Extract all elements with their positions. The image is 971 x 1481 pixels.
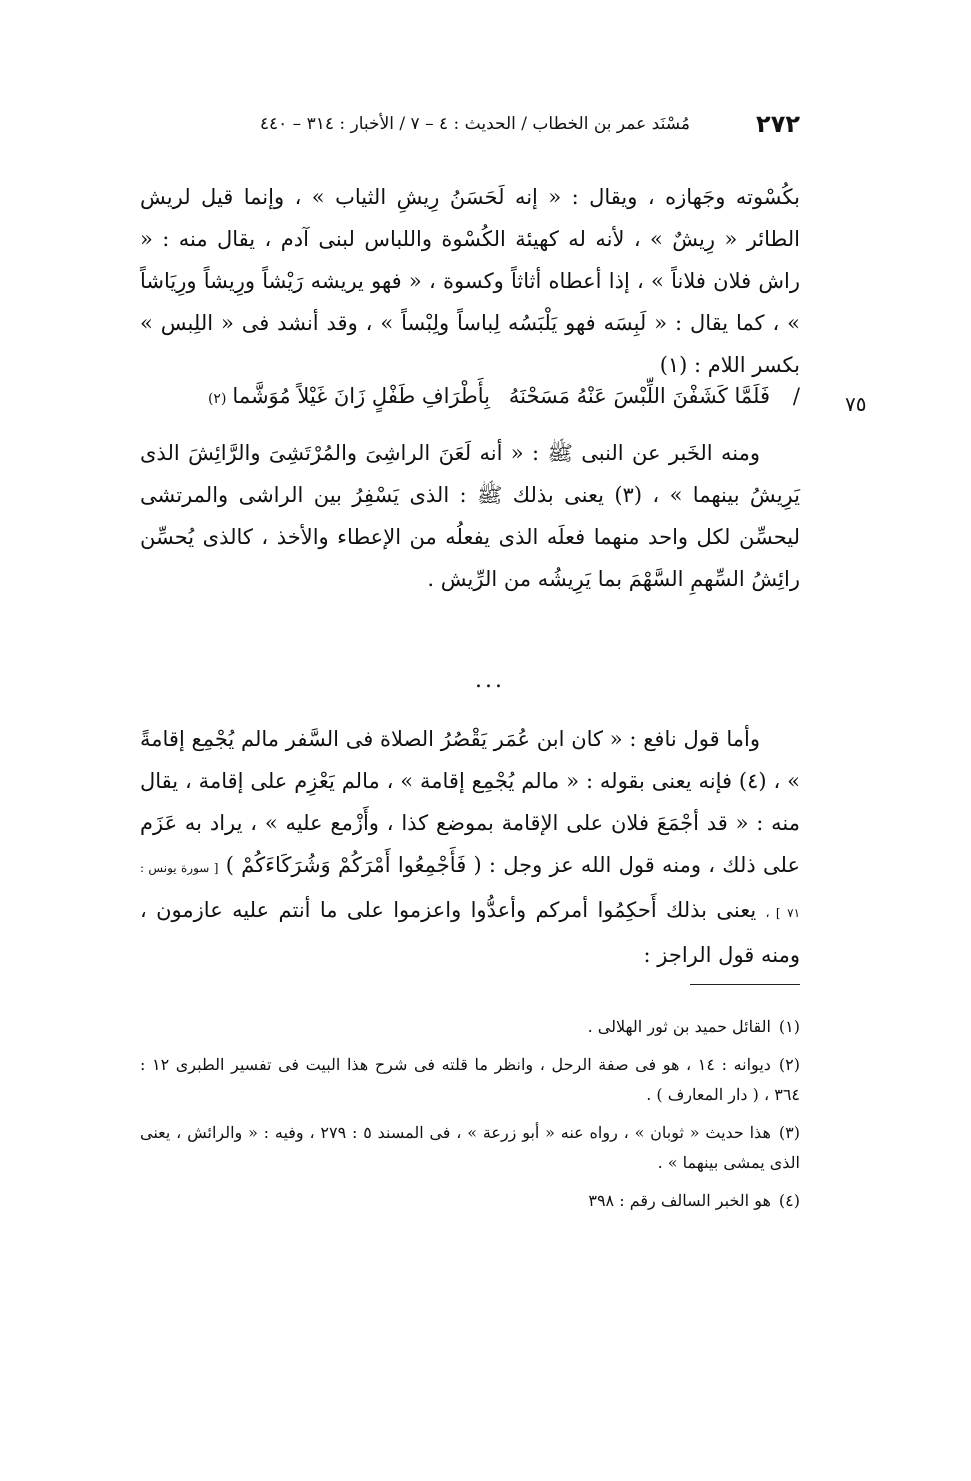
footnote-3-text: هذا حديث « ثوبان » ، رواه عنه « أبو زرعة » ، فى المسند ٥ : ٢٧٩ ، وفيه : « والرائش ، يعنى الذى يمشى بينهما » . xyxy=(140,1123,800,1172)
margin-number: ٧٥ xyxy=(845,392,867,416)
verse-second-hemistich: بِأَطْرَافِ طَفْلٍ زَانَ غَيْلاً مُوَشَّما xyxy=(232,384,490,408)
footnotes xyxy=(140,1012,800,1224)
footnote-2 xyxy=(140,1050,800,1110)
paragraph-3 xyxy=(140,718,800,976)
paragraph-3-container xyxy=(140,718,800,976)
footnote-4-text: هو الخبر السالف رقم : ٣٩٨ xyxy=(588,1191,771,1210)
footnote-2-text: ديوانه : ١٤ ، هو فى صفة الرحل ، وانظر ما قلته فى شرح هذا البيت فى تفسير الطبرى ١٢ : ٣٦٤ ، ( دار المعارف ) . xyxy=(140,1055,800,1104)
footnote-4 xyxy=(140,1186,800,1216)
verse-first-hemistich: فَلَمَّا كَشَفْنَ اللِّبْسَ عَنْهُ مَسَحْنَهُ xyxy=(508,384,770,408)
footnote-4-number: (٤) xyxy=(778,1191,800,1210)
quran-reference: [ سورة يونس : ٧١ ] ، xyxy=(140,861,801,920)
footnote-2-number: (٢) xyxy=(778,1055,800,1074)
footnote-3 xyxy=(140,1118,800,1178)
verse-footnote-mark: (٢) xyxy=(207,391,227,407)
page-header xyxy=(200,110,800,150)
paragraph-3-tail: يعنى بذلك أَحكِمُوا أمركم وأعدُّوا واعزموا على ما أنتم عليه عازمون ، ومنه قول الراجز : xyxy=(140,898,800,967)
footnote-3-number: (٣) xyxy=(778,1123,800,1142)
verse-second-hemistich-wrapper xyxy=(208,384,490,408)
verse-slash: / xyxy=(792,384,800,408)
footnote-divider xyxy=(690,984,800,985)
paragraph-1 xyxy=(140,176,800,386)
footnote-1-text: القائل حميد بن ثور الهلالى . xyxy=(587,1017,771,1036)
poetry-verse xyxy=(140,384,800,424)
footnote-1 xyxy=(140,1012,800,1042)
section-separator: ... xyxy=(475,668,505,693)
footnote-1-number: (١) xyxy=(778,1017,800,1036)
paragraph-2-text: ومنه الخَبر عن النبى ﷺ : « أنه لَعَنَ الراشِىَ والمُرْتَشِىَ والرَّائِشَ الذى يَرِيشُ بينهما » ، (٣) يعنى بذلك ﷺ : الذى يَسْفِرُ بين الراشى والمرتشى ليحسِّن لكل واحد منهما فعلَه الذى يفعلُه من الإعطاء والأخذ ، كالذى يُحسِّن رائِشُ السِّهمِ السَّهْمَ بما يَرِيشُه من الرِّيش . xyxy=(140,441,800,591)
paragraph-1-text: بكُسْوته وجَهازه ، ويقال : « إنه لَحَسَنُ رِيشِ الثياب » ، وإنما قيل لريش الطائر « رِيشٌ » ، لأنه له كهيئة الكُسْوة واللباس لبنى آدم ، يقال منه : « راش فلان فلاناً » ، إذا أعطاه أثاثاً وكسوة ، « فهو يريشه رَيْشاً ورِيشاً ورِيَاشاً » ، كما يقال : « لَبِسَه فهو يَلْبَسُه لِباساً ولِبْساً » ، وقد أنشد فى « اللِبس » بكسر اللام : (١) xyxy=(140,185,800,377)
paragraph-2 xyxy=(140,432,800,600)
running-title: مُسْنَد عمر بن الخطاب / الحديث : ٤ – ٧ / الأخبار : ٣١٤ – ٤٤٠ xyxy=(259,114,690,134)
page-number: ٢٧٢ xyxy=(756,110,800,138)
paragraph-3-text: وأما قول نافع : « كان ابن عُمَر يَقْصُرُ الصلاة فى السَّفر مالم يُجْمِع إقامةً » ، (٤) فإنه يعنى بقوله : « مالم يُجْمِع إقامة » ، مالم يَعْزِم على إقامة ، يقال منه : « قد أجْمَعَ فلان على الإقامة بموضع كذا ، وأَزْمع عليه » ، يراد به عَزَم على ذلك ، ومنه قول الله عز وجل : ( فَأَجْمِعُوا أَمْرَكُمْ وَشُرَكَاءَكُمْ ) xyxy=(140,727,800,877)
